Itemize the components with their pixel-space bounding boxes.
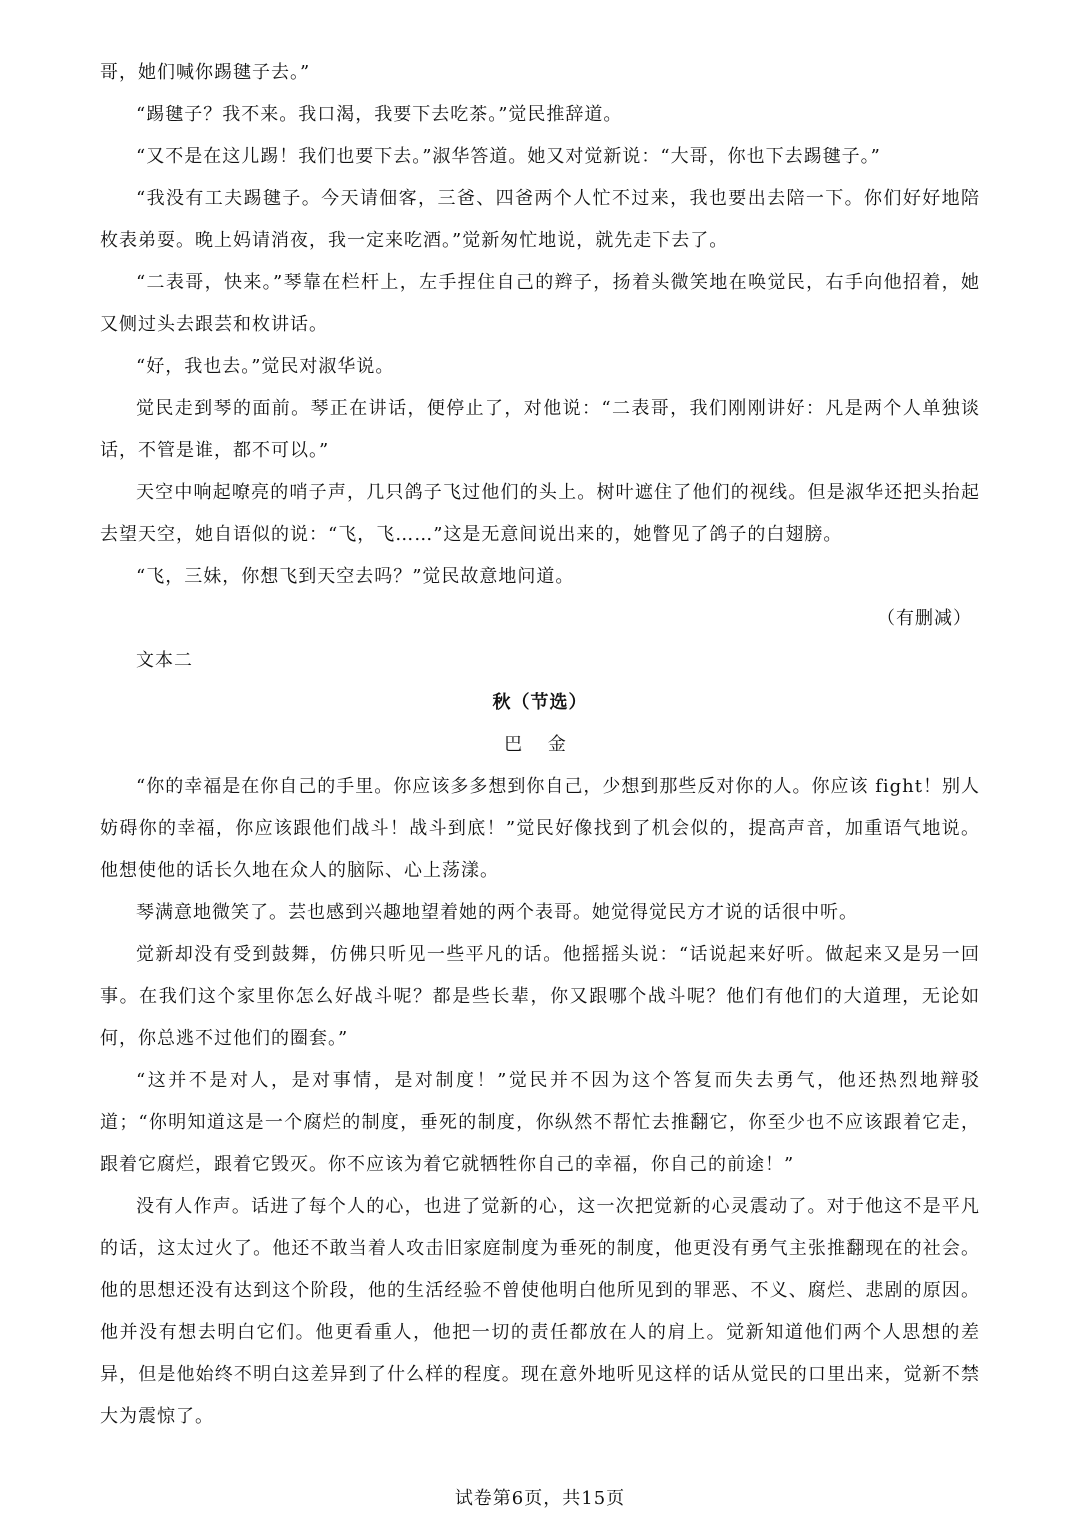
text2-paragraph: 觉新却没有受到鼓舞，仿佛只听见一些平凡的话。他摇摇头说：“话说起来好听。做起来又是另一回事。在我们这个家里你怎么好战斗呢？都是些长辈，你又跟哪个战斗呢？他们有他们的大道理，无论如何，你总逃不过他们的圈套。” [100, 944, 980, 1049]
text1-paragraph: “二表哥，快来。”琴靠在栏杆上，左手捏住自己的辫子，扬着头微笑地在唤觉民，右手向他招着，她又侧过头去跟芸和枚讲话。 [100, 272, 980, 335]
text2-paragraph: “这并不是对人，是对事情，是对制度！”觉民并不因为这个答复而失去勇气，他还热烈地辩驳道；“你明知道这是一个腐烂的制度，垂死的制度，你纵然不帮忙去推翻它，你至少也不应该跟着它走，跟着它腐烂，跟着它毁灭。你不应该为着它就牺牲你自己的幸福，你自己的前途！” [100, 1070, 980, 1175]
text2-paragraph: 没有人作声。话进了每个人的心，也进了觉新的心，这一次把觉新的心灵震动了。对于他这不是平凡的话，这太过火了。他还不敢当着人攻击旧家庭制度为垂死的制度，他更没有勇气主张推翻现在的社会。他的思想还没有达到这个阶段，他的生活经验不曾使他明白他所见到的罪恶、不义、腐烂、悲剧的原因。他并没有想去明白它们。他更看重人，他把一切的责任都放在人的肩上。觉新知道他们两个人思想的差异，但是他始终不明白这差异到了什么样的程度。现在意外地听见这样的话从觉民的口里出来，觉新不禁大为震惊了。 [100, 1196, 980, 1427]
page-footer: 试卷第6页，共15页 [454, 1488, 626, 1509]
text2-author: 巴 金 [504, 734, 576, 755]
text2-title: 秋（节选） [492, 692, 588, 713]
text1-paragraph: “飞，三妹，你想飞到天空去吗？”觉民故意地问道。 [136, 566, 575, 587]
text2-paragraph: “你的幸福是在你自己的手里。你应该多多想到你自己，少想到那些反对你的人。你应该 fight！别人妨碍你的幸福，你应该跟他们战斗！战斗到底！”觉民好像找到了机会似的，提高声音，加重语气地说。他想使他的话长久地在众人的脑际、心上荡漾。 [100, 776, 980, 881]
page-content [100, 52, 980, 1438]
text1-paragraph: “好，我也去。”觉民对淑华说。 [136, 356, 395, 377]
text1-paragraph: “又不是在这儿踢！我们也要下去。”淑华答道。她又对觉新说：“大哥，你也下去踢毽子。” [136, 146, 881, 167]
text1-paragraph: 哥，她们喊你踢毽子去。” [100, 62, 311, 83]
text1-paragraph: 天空中响起嘹亮的哨子声，几只鸽子飞过他们的头上。树叶遮住了他们的视线。但是淑华还把头抬起去望天空，她自语似的说：“飞，飞……”这是无意间说出来的，她瞥见了鸽子的白翅膀。 [100, 482, 980, 545]
text2-paragraph: 琴满意地微笑了。芸也感到兴趣地望着她的两个表哥。她觉得觉民方才说的话很中听。 [136, 902, 858, 923]
text2-label: 文本二 [136, 650, 193, 671]
text1-paragraph: “踢毽子？我不来。我口渴，我要下去吃茶。”觉民推辞道。 [136, 104, 623, 125]
abridged-note: （有删减） [877, 608, 972, 629]
text1-paragraph: 觉民走到琴的面前。琴正在讲话，便停止了，对他说：“二表哥，我们刚刚讲好：凡是两个人单独谈话，不管是谁，都不可以。” [100, 398, 980, 461]
text1-paragraph: “我没有工夫踢毽子。今天请佃客，三爸、四爸两个人忙不过来，我也要出去陪一下。你们好好地陪枚表弟耍。晚上妈请消夜，我一定来吃酒。”觉新匆忙地说，就先走下去了。 [100, 188, 980, 251]
